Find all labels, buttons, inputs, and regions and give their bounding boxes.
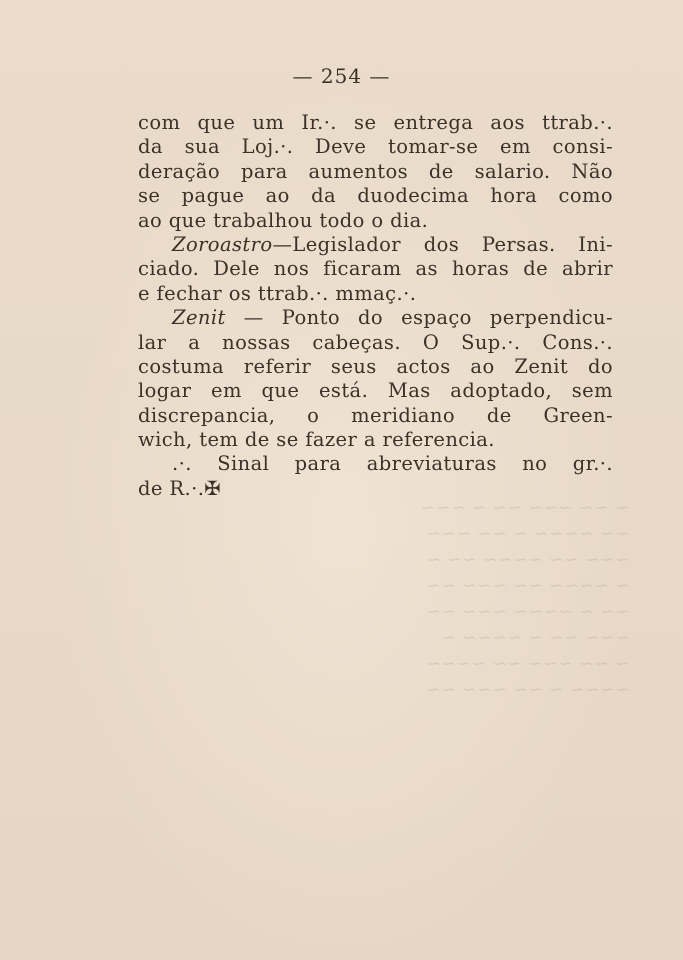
- entry-zoroastro-heading: [138, 233, 613, 257]
- page-number: — 254 —: [292, 64, 391, 88]
- text-line: costuma referir seus actos ao Zenit do: [138, 354, 613, 378]
- entry-definition-start: —Legislador dos Persas. Ini-: [272, 232, 613, 256]
- text-line: ciado. Dele nos ficaram as horas de abrir: [138, 257, 613, 281]
- show-through-text: ~ ~~ ~~~ ~~ ~ ~~~ ~~ ~~~~ ~ ~~ ~~~ ~~~ ~~ ~~~~ ~~ ~ ~ ~~~~ ~~ ~~~ ~~ ~~ ~ ~~~~ ~~~ ~~ ~~~ ~~ ~ ~~~~ ~ ~ ~~ ~~~ ~~ ~~~~ ~~~~ ~ ~~ ~~~ ~~: [420, 497, 630, 700]
- text-line: com que um Ir.·. se entrega aos ttrab.·.: [138, 111, 613, 134]
- text-line: ao que trabalhou todo o dia.: [138, 208, 429, 232]
- text-line: discrepancia, o meridiano de Green-: [138, 403, 613, 427]
- text-line: e fechar os ttrab.·. mmaç.·.: [138, 281, 417, 305]
- text-line: se pague ao da duodecima hora como: [138, 184, 613, 208]
- text-line: logar em que está. Mas adoptado, sem: [138, 379, 613, 403]
- entry-term-zenit: Zenit: [172, 306, 226, 330]
- text-line: deração para aumentos de salario. Não: [138, 159, 613, 183]
- text-line: da sua Loj.·. Deve tomar-se em consi-: [138, 135, 613, 159]
- text-line: wich, tem de se fazer a referencia.: [138, 428, 495, 452]
- entry-sinal-heading: .·. Sinal para abreviaturas no gr.·.: [172, 452, 613, 476]
- glossary-text: [138, 111, 613, 501]
- entry-term-zoroastro: Zoroastro: [172, 232, 273, 256]
- entry-definition-start: — Ponto do espaço perpendicu-: [225, 306, 613, 330]
- entry-zenit-heading: [138, 306, 613, 330]
- text-line: de R.·.✠: [138, 476, 222, 500]
- text-line: lar a nossas cabeças. O Sup.·. Cons.·.: [138, 330, 613, 354]
